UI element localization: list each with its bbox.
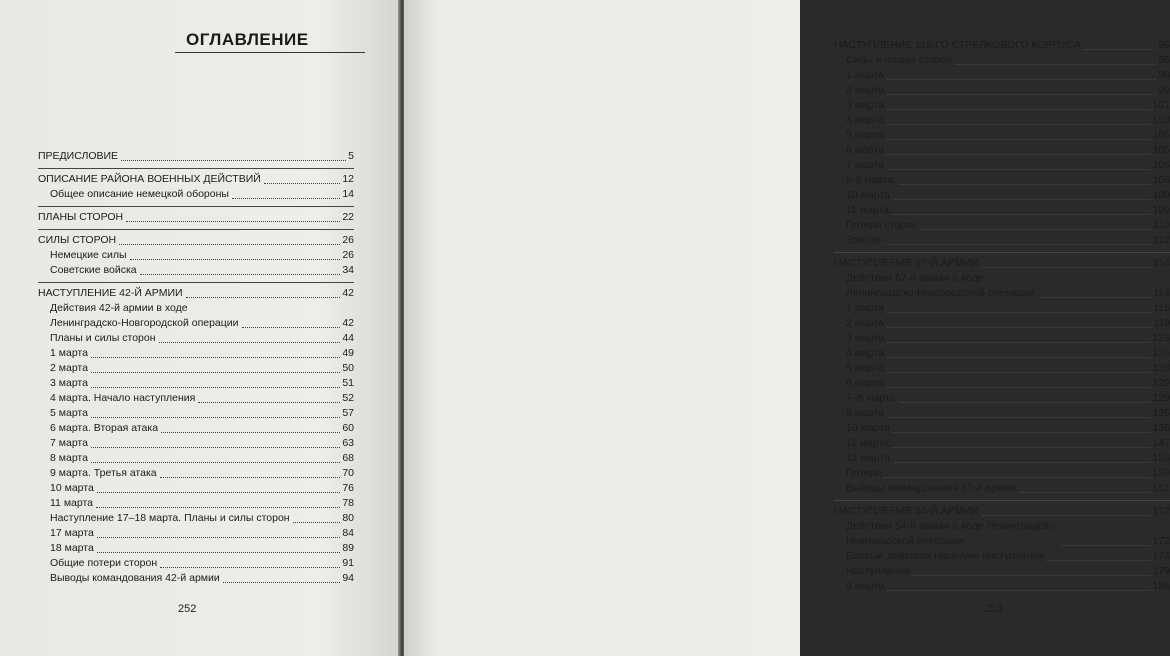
toc-entry-label: Планы и силы сторон bbox=[50, 332, 156, 344]
toc-entry-label: Общие потери сторон bbox=[50, 557, 158, 569]
toc-entry bbox=[834, 466, 1170, 481]
toc-entry-page: 123 bbox=[1152, 332, 1170, 344]
toc-entry bbox=[834, 188, 1170, 203]
toc-entry bbox=[38, 172, 354, 187]
toc-entry-label: 10 марта bbox=[846, 189, 890, 201]
toc-entry-page: 174 bbox=[1152, 550, 1170, 562]
toc-entry-page: 172 bbox=[1152, 535, 1170, 547]
toc-entry-label: 2 марта bbox=[50, 362, 88, 374]
section-divider bbox=[38, 229, 354, 230]
toc-entry bbox=[834, 376, 1170, 391]
toc-entry-label: СИЛЫ СТОРОН bbox=[38, 234, 117, 246]
dot-leader bbox=[264, 173, 341, 184]
dot-leader bbox=[887, 332, 1151, 343]
dot-leader bbox=[1061, 535, 1151, 546]
toc-list-right bbox=[834, 38, 1170, 594]
toc-entry-label: 3 марта bbox=[846, 332, 884, 344]
toc-entry bbox=[834, 128, 1170, 143]
toc-entry-page: 109 bbox=[1152, 204, 1170, 216]
toc-entry-page: 42 bbox=[342, 287, 354, 299]
toc-entry bbox=[38, 263, 354, 278]
dot-leader bbox=[893, 422, 1151, 433]
toc-entry bbox=[834, 113, 1170, 128]
left-page bbox=[0, 0, 400, 656]
toc-entry-page: 138 bbox=[1152, 422, 1170, 434]
toc-entry-label: Немецкие силы bbox=[50, 249, 127, 261]
dot-leader bbox=[1038, 287, 1152, 298]
toc-entry-page: 44 bbox=[342, 332, 354, 344]
dot-leader bbox=[160, 467, 341, 478]
toc-entry-label: Потери bbox=[846, 467, 882, 479]
toc-entry-label: 18 марта bbox=[50, 542, 94, 554]
toc-entry bbox=[38, 187, 354, 202]
toc-entry-label: 5 марта bbox=[50, 407, 88, 419]
toc-entry-page: 49 bbox=[342, 347, 354, 359]
toc-entry-page: 22 bbox=[342, 211, 354, 223]
dot-leader bbox=[91, 347, 340, 358]
toc-entry-page: 89 bbox=[342, 542, 354, 554]
dot-leader bbox=[884, 234, 1151, 245]
toc-entry-page: 42 bbox=[342, 317, 354, 329]
dot-leader bbox=[97, 542, 341, 553]
dot-leader bbox=[899, 174, 1150, 185]
dot-leader bbox=[97, 482, 341, 493]
toc-entry-label: 5 марта bbox=[846, 129, 884, 141]
toc-entry bbox=[38, 376, 354, 391]
toc-entry-page: 12 bbox=[342, 173, 354, 185]
toc-entry bbox=[834, 406, 1170, 421]
dot-leader bbox=[160, 557, 340, 568]
toc-entry bbox=[834, 504, 1170, 519]
section-divider bbox=[38, 206, 354, 207]
section-divider bbox=[834, 500, 1170, 501]
dot-leader bbox=[892, 437, 1150, 448]
dot-leader bbox=[293, 512, 341, 523]
toc-entry-page: 50 bbox=[342, 362, 354, 374]
dot-leader bbox=[887, 580, 1151, 591]
toc-entry-label: 1 марта bbox=[846, 69, 884, 81]
dot-leader bbox=[186, 287, 341, 298]
toc-entry bbox=[834, 451, 1170, 466]
toc-entry-page: 51 bbox=[342, 377, 354, 389]
toc-entry-page: 91 bbox=[342, 557, 354, 569]
toc-entry bbox=[834, 361, 1170, 376]
toc-entry-page: 108 bbox=[1152, 174, 1170, 186]
toc-entry bbox=[834, 68, 1170, 83]
right-page bbox=[404, 0, 1170, 656]
toc-entry-label: Общее описание немецкой обороны bbox=[50, 188, 229, 200]
toc-entry-page: 153 bbox=[1152, 452, 1170, 464]
dot-leader bbox=[198, 392, 340, 403]
toc-entry-page: 5 bbox=[348, 150, 354, 162]
toc-entry bbox=[834, 173, 1170, 188]
toc-entry bbox=[38, 511, 354, 526]
toc-entry bbox=[834, 256, 1170, 271]
toc-entry-label: 4 марта bbox=[846, 114, 884, 126]
dot-leader bbox=[119, 234, 340, 245]
toc-entry-label: 11 марта bbox=[846, 204, 890, 216]
dot-leader bbox=[887, 159, 1151, 170]
toc-entry-page: 115 bbox=[1153, 302, 1170, 314]
toc-entry-page: 129 bbox=[1152, 377, 1170, 389]
toc-entry-page: 80 bbox=[342, 512, 354, 524]
toc-entry-page: 135 bbox=[1152, 407, 1170, 419]
toc-entry bbox=[38, 436, 354, 451]
toc-entry-label: 3 марта bbox=[846, 99, 884, 111]
toc-entry-label: Наступление 17–18 марта. Планы и силы сторон bbox=[50, 512, 290, 524]
toc-entry bbox=[834, 331, 1170, 346]
toc-entry-label: 1 марта bbox=[846, 302, 884, 314]
toc-entry-page: 78 bbox=[342, 497, 354, 509]
toc-entry-label: 5 марта bbox=[846, 362, 884, 374]
toc-entry-label: ОПИСАНИЕ РАЙОНА ВОЕННЫХ ДЕЙСТВИЙ bbox=[38, 173, 261, 185]
toc-entry bbox=[834, 233, 1170, 248]
toc-entry bbox=[834, 519, 1170, 549]
toc-entry-label: ПЛАНЫ СТОРОН bbox=[38, 211, 124, 223]
toc-entry-page: 68 bbox=[342, 452, 354, 464]
dot-leader bbox=[982, 505, 1151, 516]
toc-entry-label: 9 марта. Третья атака bbox=[50, 467, 157, 479]
dot-leader bbox=[126, 211, 340, 222]
title-underline bbox=[175, 52, 365, 53]
toc-entry-label: 7 марта bbox=[846, 159, 884, 171]
dot-leader bbox=[887, 347, 1151, 358]
toc-entry bbox=[834, 436, 1170, 451]
toc-entry-page: 52 bbox=[342, 392, 354, 404]
toc-entry-page: 126 bbox=[1152, 347, 1170, 359]
toc-entry-label: 3 марта bbox=[50, 377, 88, 389]
toc-entry-page: 109 bbox=[1152, 189, 1170, 201]
dot-leader bbox=[161, 422, 340, 433]
toc-entry-page: 128 bbox=[1152, 362, 1170, 374]
toc-entry bbox=[834, 271, 1170, 301]
dot-leader bbox=[91, 377, 340, 388]
toc-entry-page: 26 bbox=[342, 234, 354, 246]
dot-leader bbox=[91, 437, 340, 448]
dot-leader bbox=[1084, 39, 1156, 50]
toc-entry-page: 119 bbox=[1153, 317, 1170, 329]
dot-leader bbox=[955, 54, 1156, 65]
toc-entry-label: 7–8 марта bbox=[846, 392, 896, 404]
toc-entry bbox=[38, 526, 354, 541]
toc-entry-label: 11 марта bbox=[846, 437, 890, 449]
page-number-left: 252 bbox=[178, 603, 197, 615]
toc-entry-page: 106 bbox=[1152, 159, 1170, 171]
toc-entry-label: Действия 42-й армии в ходе Ленинградско-Новгородской операции bbox=[50, 302, 239, 329]
dot-leader bbox=[887, 129, 1151, 140]
toc-entry bbox=[38, 421, 354, 436]
toc-entry bbox=[834, 564, 1170, 579]
toc-list-left bbox=[38, 149, 354, 586]
toc-entry-label: 12 марта bbox=[846, 452, 890, 464]
toc-entry bbox=[38, 496, 354, 511]
dot-leader bbox=[884, 467, 1150, 478]
toc-entry bbox=[38, 301, 354, 331]
toc-entry-page: 110 bbox=[1153, 219, 1170, 231]
toc-entry bbox=[834, 391, 1170, 406]
dot-leader bbox=[892, 204, 1150, 215]
toc-entry-page: 114 bbox=[1153, 257, 1170, 269]
toc-entry bbox=[38, 451, 354, 466]
toc-entry-page: 96 bbox=[1158, 54, 1170, 66]
toc-entry-page: 14 bbox=[342, 188, 354, 200]
dot-leader bbox=[91, 362, 340, 373]
toc-entry-page: 34 bbox=[342, 264, 354, 276]
toc-entry-label: Эпилог bbox=[846, 234, 882, 246]
toc-entry-page: 57 bbox=[342, 407, 354, 419]
toc-entry bbox=[834, 218, 1170, 233]
section-divider bbox=[834, 252, 1170, 253]
dot-leader bbox=[887, 407, 1151, 418]
toc-entry bbox=[834, 301, 1170, 316]
toc-entry-label: 9 марта bbox=[846, 580, 884, 592]
dot-leader bbox=[96, 497, 340, 508]
dot-leader bbox=[232, 188, 340, 199]
toc-entry bbox=[38, 331, 354, 346]
dot-leader bbox=[899, 392, 1151, 403]
toc-entry-label: НАСТУПЛЕНИЕ 42-Й АРМИИ bbox=[38, 287, 183, 299]
toc-entry-page: 159 bbox=[1152, 467, 1170, 479]
page-number-right: 253 bbox=[984, 603, 1003, 615]
toc-entry bbox=[38, 248, 354, 263]
section-divider bbox=[38, 168, 354, 169]
dot-leader bbox=[893, 452, 1151, 463]
section-divider bbox=[38, 282, 354, 283]
toc-entry-page: 101 bbox=[1152, 99, 1170, 111]
toc-entry-page: 76 bbox=[342, 482, 354, 494]
dot-leader bbox=[887, 144, 1151, 155]
page-title: ОГЛАВЛЕНИЕ bbox=[186, 30, 309, 49]
toc-entry-page: 60 bbox=[342, 422, 354, 434]
toc-entry-label: 8 марта bbox=[50, 452, 88, 464]
toc-entry bbox=[834, 158, 1170, 173]
toc-entry bbox=[38, 149, 354, 164]
toc-entry bbox=[834, 481, 1170, 496]
toc-entry bbox=[38, 210, 354, 225]
toc-entry-label: 6 марта bbox=[846, 144, 884, 156]
toc-entry-label: Силы и планы сторон bbox=[846, 54, 952, 66]
toc-entry-label: Наступление bbox=[846, 565, 911, 577]
toc-entry bbox=[834, 579, 1170, 594]
dot-leader bbox=[887, 317, 1151, 328]
toc-entry-label: 10 марта bbox=[846, 422, 890, 434]
toc-entry-page: 70 bbox=[342, 467, 354, 479]
toc-entry-label: 2 марта bbox=[846, 84, 884, 96]
toc-entry bbox=[834, 203, 1170, 218]
toc-entry-label: Выводы командования 42-й армии bbox=[50, 572, 220, 584]
toc-entry-label: 6 марта. Вторая атака bbox=[50, 422, 159, 434]
dot-leader bbox=[91, 452, 340, 463]
toc-entry-label: 17 марта bbox=[50, 527, 94, 539]
dot-leader bbox=[242, 317, 341, 328]
dot-leader bbox=[887, 84, 1156, 95]
dot-leader bbox=[140, 264, 341, 275]
toc-entry-label: 7 марта bbox=[50, 437, 88, 449]
dot-leader bbox=[887, 99, 1151, 110]
toc-entry-label: 8-9 марта. bbox=[846, 174, 897, 186]
toc-entry bbox=[38, 571, 354, 586]
toc-entry-page: 94 bbox=[342, 572, 354, 584]
toc-entry-label: Советские войска bbox=[50, 264, 137, 276]
toc-entry-page: 63 bbox=[342, 437, 354, 449]
toc-entry bbox=[38, 406, 354, 421]
dot-leader bbox=[159, 332, 341, 343]
toc-entry-page: 129 bbox=[1152, 392, 1170, 404]
toc-entry-label: 6 марта bbox=[846, 377, 884, 389]
toc-entry bbox=[834, 316, 1170, 331]
toc-entry-label: 4 марта bbox=[846, 347, 884, 359]
toc-entry-label: Действия 67-й армии в ходе Ленинградско-Новгородской операции bbox=[846, 272, 1035, 299]
toc-entry bbox=[38, 346, 354, 361]
toc-entry bbox=[38, 233, 354, 248]
dot-leader bbox=[91, 407, 340, 418]
toc-entry-page: 105 bbox=[1152, 144, 1170, 156]
toc-entry-label: 4 марта. Начало наступления bbox=[50, 392, 196, 404]
toc-entry-page: 103 bbox=[1152, 114, 1170, 126]
toc-entry-label: 9 марта bbox=[846, 407, 884, 419]
dot-leader bbox=[921, 219, 1152, 230]
toc-entry-label: ПРЕДИСЛОВИЕ bbox=[38, 150, 119, 162]
toc-entry bbox=[834, 346, 1170, 361]
toc-entry-label: НАСТУПЛЕНИЕ 67-Й АРМИИ bbox=[834, 257, 979, 269]
toc-entry bbox=[834, 421, 1170, 436]
toc-entry bbox=[38, 466, 354, 481]
dot-leader bbox=[97, 527, 341, 538]
toc-entry-label: НАСТУПЛЕНИЕ 118-ГО СТРЕЛКОВОГО КОРПУСА bbox=[834, 39, 1082, 51]
dot-leader bbox=[887, 377, 1151, 388]
toc-entry-page: 184 bbox=[1152, 580, 1170, 592]
toc-entry bbox=[834, 549, 1170, 564]
toc-entry-label: 1 марта bbox=[50, 347, 88, 359]
toc-entry-page: 105 bbox=[1152, 129, 1170, 141]
toc-entry-page: 99 bbox=[1158, 84, 1170, 96]
toc-entry-page: 172 bbox=[1152, 505, 1170, 517]
dot-leader bbox=[893, 189, 1151, 200]
toc-entry-page: 161 bbox=[1152, 482, 1170, 494]
toc-entry-page: 179 bbox=[1152, 565, 1170, 577]
toc-entry-label: Потери сторон bbox=[846, 219, 918, 231]
toc-entry bbox=[38, 361, 354, 376]
dot-leader bbox=[982, 257, 1152, 268]
dot-leader bbox=[1019, 482, 1151, 493]
toc-entry bbox=[38, 556, 354, 571]
dot-leader bbox=[130, 249, 341, 260]
toc-entry bbox=[38, 481, 354, 496]
dot-leader bbox=[887, 362, 1151, 373]
toc-entry bbox=[834, 53, 1170, 68]
dot-leader bbox=[121, 150, 346, 161]
dot-leader bbox=[887, 114, 1151, 125]
toc-entry bbox=[38, 391, 354, 406]
dot-leader bbox=[887, 69, 1156, 80]
toc-entry-label: 11 марта bbox=[50, 497, 94, 509]
dot-leader bbox=[913, 565, 1150, 576]
toc-entry-page: 147 bbox=[1152, 437, 1170, 449]
toc-entry-page: 26 bbox=[342, 249, 354, 261]
dot-leader bbox=[887, 302, 1151, 313]
toc-entry bbox=[834, 38, 1170, 53]
toc-entry bbox=[834, 143, 1170, 158]
toc-entry-label: Действия 54-й армии в ходе Ленинградско- Новгородской операции bbox=[846, 520, 1058, 547]
toc-entry-label: 10 марта bbox=[50, 482, 94, 494]
dot-leader bbox=[223, 572, 341, 583]
toc-entry-label: Боевые действия накануне наступления bbox=[846, 550, 1045, 562]
toc-entry-label: Выводы командования 67-й армии bbox=[846, 482, 1016, 494]
toc-entry-page: 98 bbox=[1158, 69, 1170, 81]
toc-entry-page: 114 bbox=[1153, 287, 1170, 299]
toc-entry-page: 84 bbox=[342, 527, 354, 539]
toc-entry bbox=[38, 286, 354, 301]
toc-entry bbox=[834, 83, 1170, 98]
toc-entry bbox=[834, 98, 1170, 113]
toc-entry-page: 112 bbox=[1153, 234, 1170, 246]
dot-leader bbox=[1047, 550, 1150, 561]
toc-entry-page: 96 bbox=[1158, 39, 1170, 51]
toc-entry bbox=[38, 541, 354, 556]
toc-entry-label: НАСТУПЛЕНИЕ 54-Й АРМИИ bbox=[834, 505, 979, 517]
toc-entry-label: 2 марта bbox=[846, 317, 884, 329]
